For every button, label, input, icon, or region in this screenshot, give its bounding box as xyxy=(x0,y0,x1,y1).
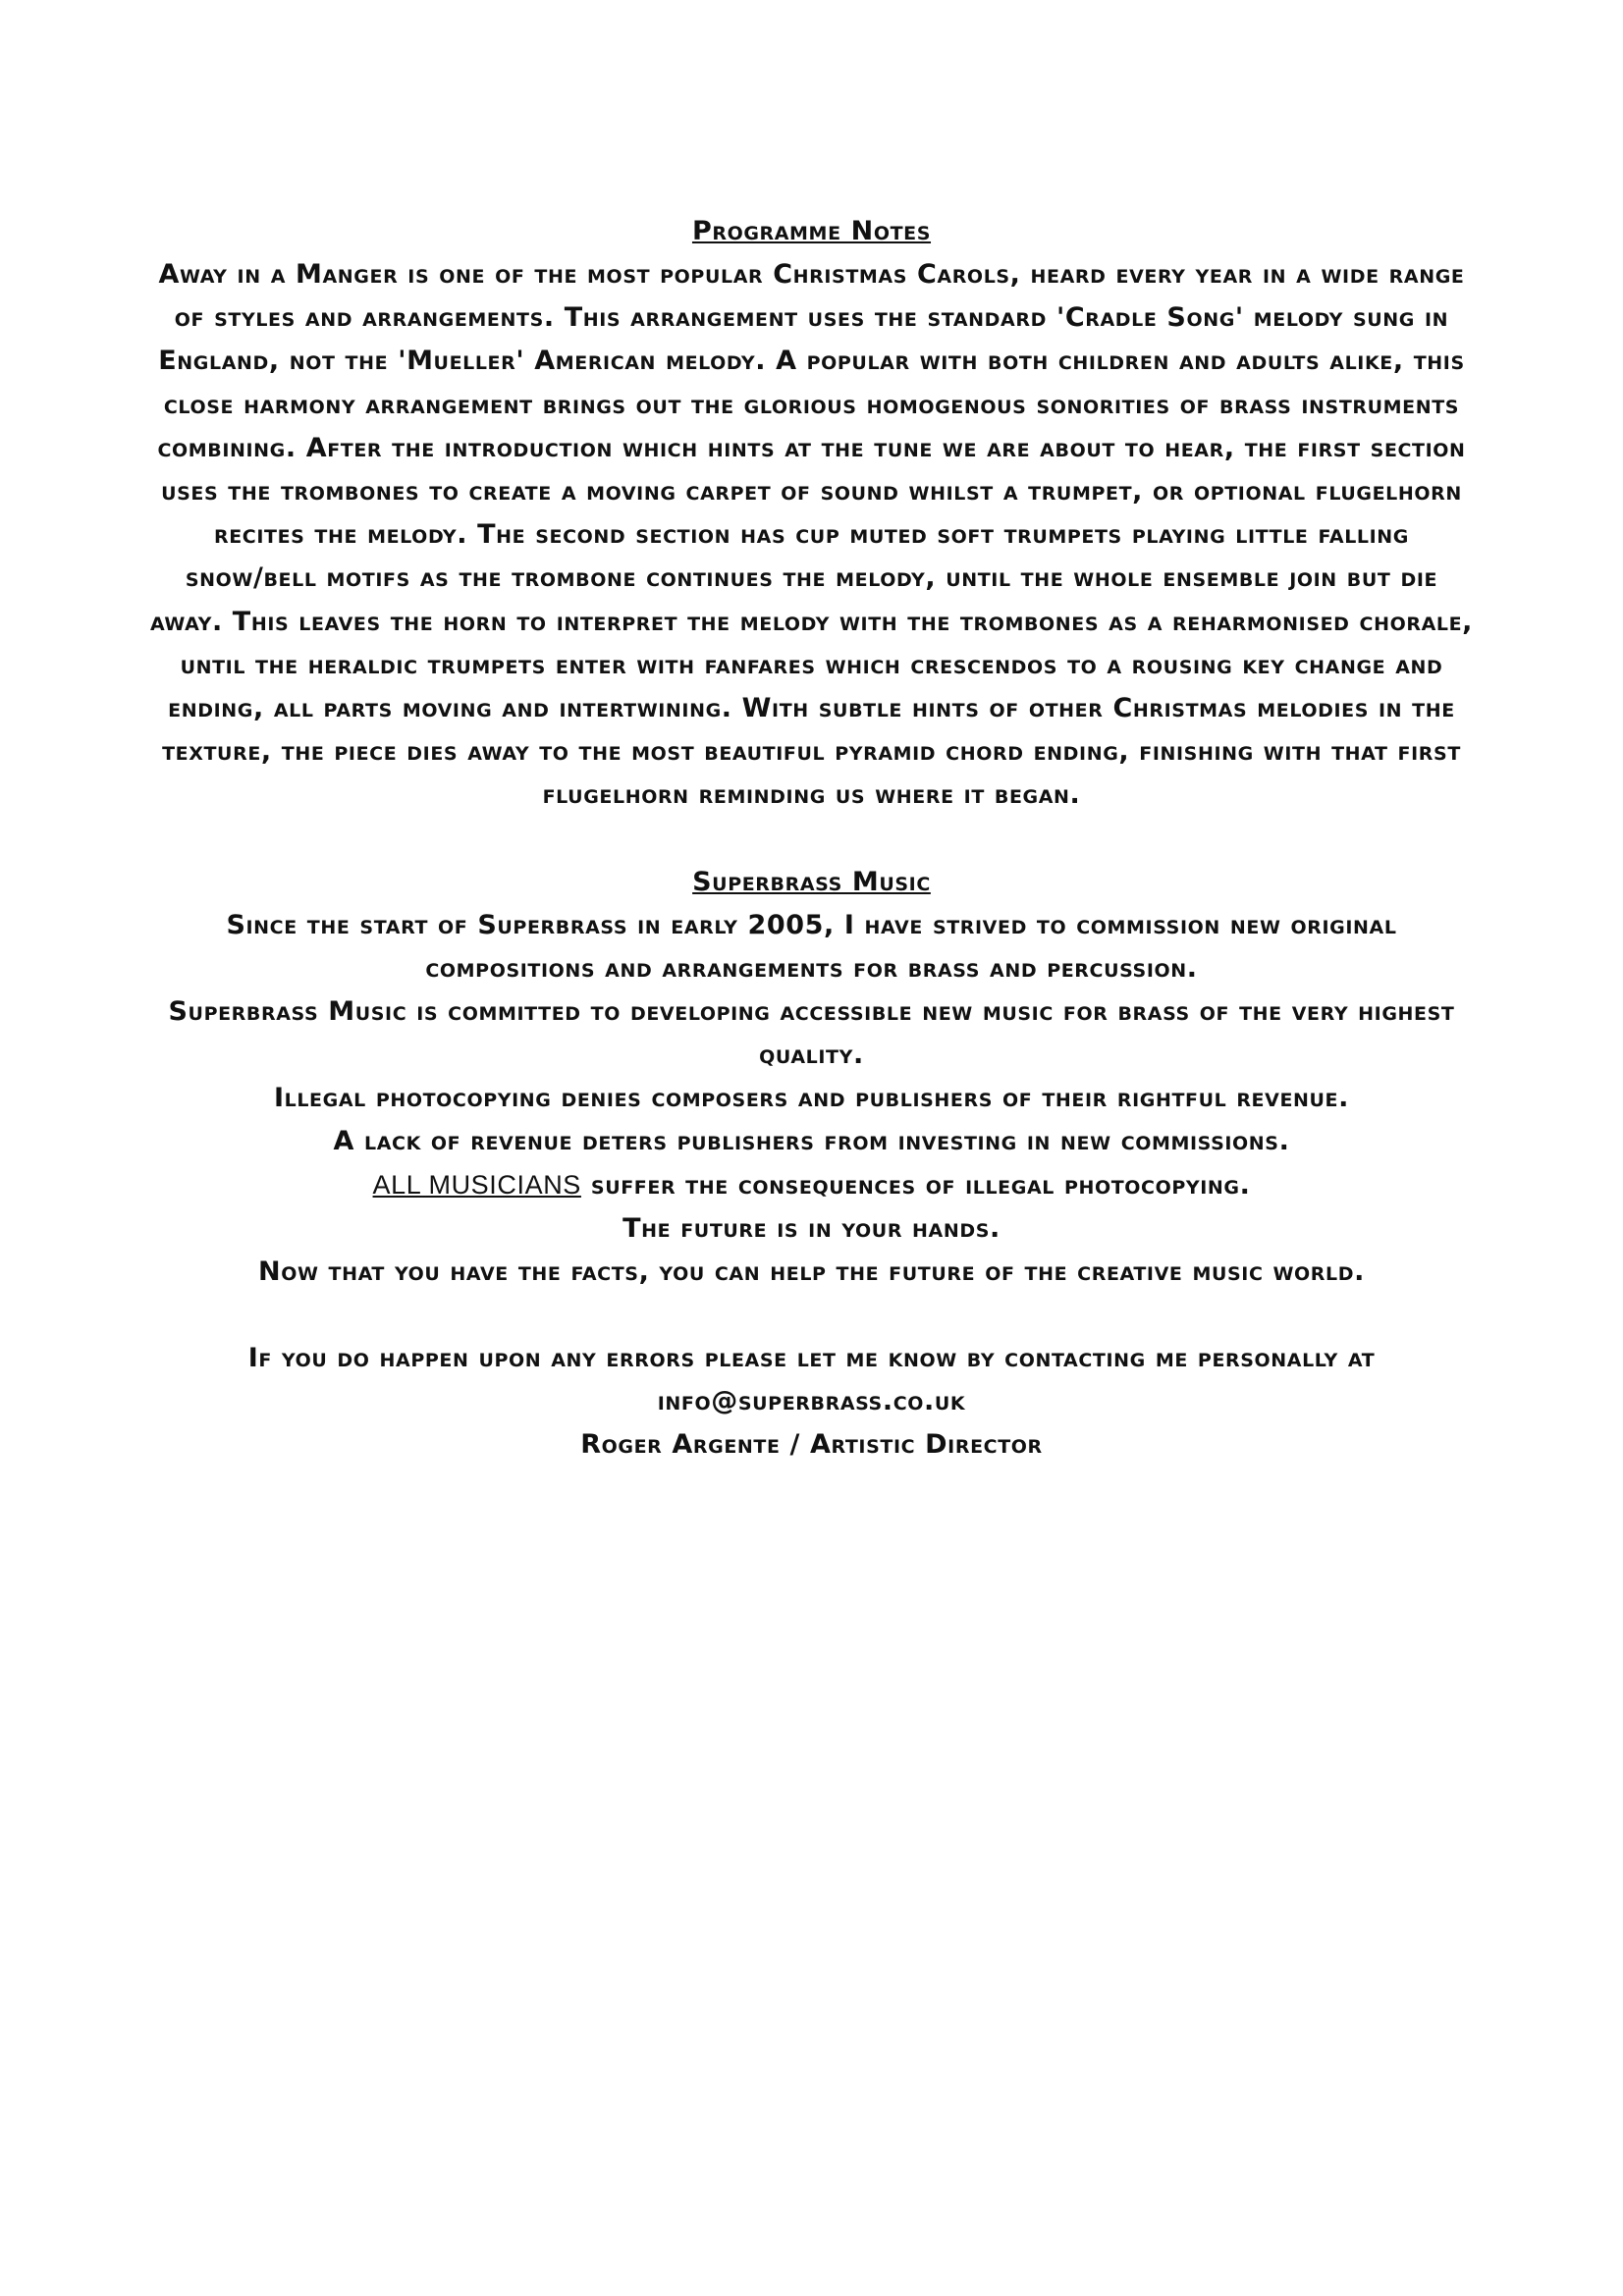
section-spacer xyxy=(147,818,1476,861)
contact-spacer xyxy=(147,1294,1476,1337)
all-musicians-emphasis: ALL MUSICIANS xyxy=(372,1169,581,1200)
programme-notes-body: Away in a Manger is one of the most popular Christmas Carols, heard every year in a wide range of styles and arrangements. This arrangement uses the standard 'Cradle Song' melody sung in England, not the 'Mueller' American melody. A popular with both children and adults alike, this close harmony arrangement brings out the glorious homogenous sonorities of brass instruments combining. After the introduction which hints at the tune we are about to hear, the first section uses the trombones to create a moving carpet of sound whilst a trumpet, or optional flugelhorn recites the melody. The second section has cup muted soft trumpets playing little falling snow/bell motifs as the trombone continues the melody, until the whole ensemble join but die away. This leaves the horn to interpret the melody with the trombones as a reharmonised chorale, until the heraldic trumpets enter with fanfares which crescendos to a rousing key change and ending, all parts moving and intertwining. With subtle hints of other Christmas melodies in the texture, the piece dies away to the most beautiful pyramid chord ending, finishing with that first flugelhorn reminding us where it began. xyxy=(149,259,1474,811)
superbrass-line-4: A lack of revenue deters publishers from investing in new commissions. xyxy=(333,1125,1290,1156)
contact-line: If you do happen upon any errors please let me know by contacting me personally at xyxy=(247,1342,1376,1373)
superbrass-line-1: Since the start of Superbrass in early 2005, I have strived to commission new original compositions and arrangements for brass and percussion. xyxy=(226,909,1397,984)
superbrass-line-3: Illegal photocopying denies composers and publishers of their rightful revenue. xyxy=(274,1082,1349,1113)
content-column xyxy=(147,210,1476,1467)
superbrass-line-5 xyxy=(147,1163,1476,1207)
superbrass-line-2: Superbrass Music is committed to developing accessible new music for brass of the very highest quality. xyxy=(168,995,1455,1070)
contact-email: info@superbrass.co.uk xyxy=(657,1385,966,1416)
superbrass-line-6: The future is in your hands. xyxy=(622,1212,1001,1244)
superbrass-music-heading: Superbrass Music xyxy=(692,866,931,897)
programme-notes-heading: Programme Notes xyxy=(691,216,932,246)
signature: Roger Argente / Artistic Director xyxy=(580,1428,1043,1460)
superbrass-line-5-rest: suffer the consequences of illegal photocopying. xyxy=(580,1169,1251,1201)
superbrass-line-7: Now that you have the facts, you can help the future of the creative music world. xyxy=(258,1255,1365,1287)
